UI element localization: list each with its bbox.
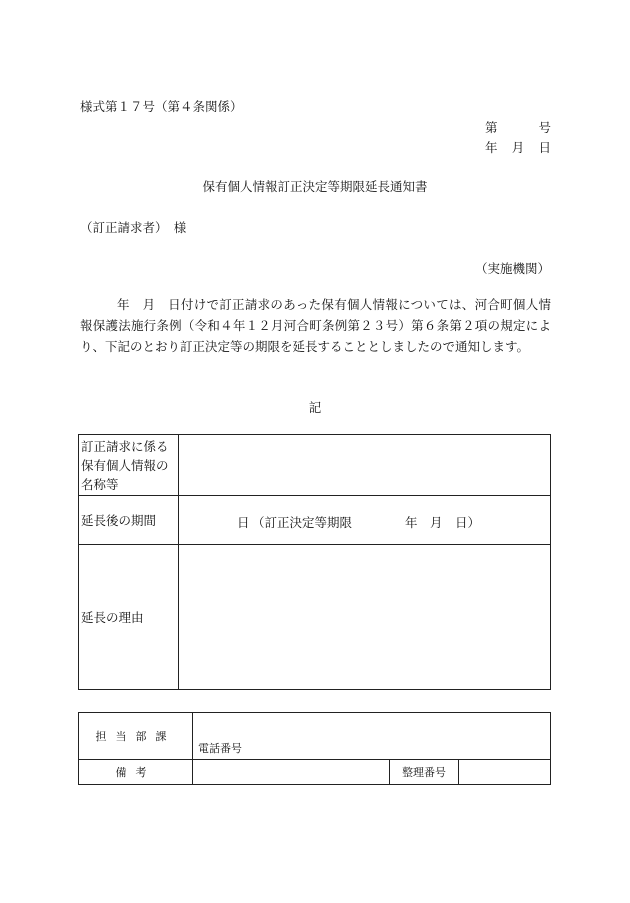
table-row bbox=[79, 545, 551, 690]
period-days-unit: 日 bbox=[237, 515, 250, 530]
extended-period-label: 延長後の期間 bbox=[79, 496, 179, 545]
period-deadline-date: 年 月 日） bbox=[405, 515, 481, 530]
phone-number-label: 電話番号 bbox=[193, 713, 551, 760]
table-row bbox=[79, 760, 551, 785]
period-deadline-label: （訂正決定等期限 bbox=[252, 515, 353, 530]
form-number: 様式第１７号（第４条関係） bbox=[80, 99, 243, 114]
table-row bbox=[79, 713, 551, 760]
table-row bbox=[79, 435, 551, 496]
document-date: 年 月 日 bbox=[485, 140, 551, 155]
extension-reason-value bbox=[179, 545, 551, 690]
reference-number-value bbox=[459, 760, 551, 785]
table-row bbox=[79, 496, 551, 545]
staff-table bbox=[78, 712, 551, 785]
personal-info-name-value bbox=[179, 435, 551, 496]
extension-reason-label: 延長の理由 bbox=[79, 545, 179, 690]
recipient: （訂正請求者） 様 bbox=[80, 220, 187, 235]
implementing-agency: （実施機関） bbox=[474, 261, 550, 276]
document-number: 第 号 bbox=[485, 120, 551, 135]
details-table bbox=[78, 434, 551, 690]
personal-info-name-label: 訂正請求に係る保有個人情報の名称等 bbox=[79, 435, 179, 496]
ki-heading: 記 bbox=[308, 400, 322, 415]
remarks-value bbox=[193, 760, 390, 785]
extended-period-value bbox=[179, 496, 551, 545]
body-text: 年 月 日付けで訂正請求のあった保有個人情報については、河合町個人情報保護法施行条例（令和４年１２月河合町条例第２３号）第６条第２項の規定により、下記のとおり訂正決定等の期限を延長することとしましたので通知します。 bbox=[80, 297, 551, 354]
remarks-label: 備考 bbox=[79, 760, 193, 785]
department-label: 担当部課 bbox=[79, 713, 193, 760]
document-title: 保有個人情報訂正決定等期限延長通知書 bbox=[202, 179, 428, 194]
reference-number-label: 整理番号 bbox=[390, 760, 459, 785]
body-paragraph bbox=[80, 294, 551, 357]
